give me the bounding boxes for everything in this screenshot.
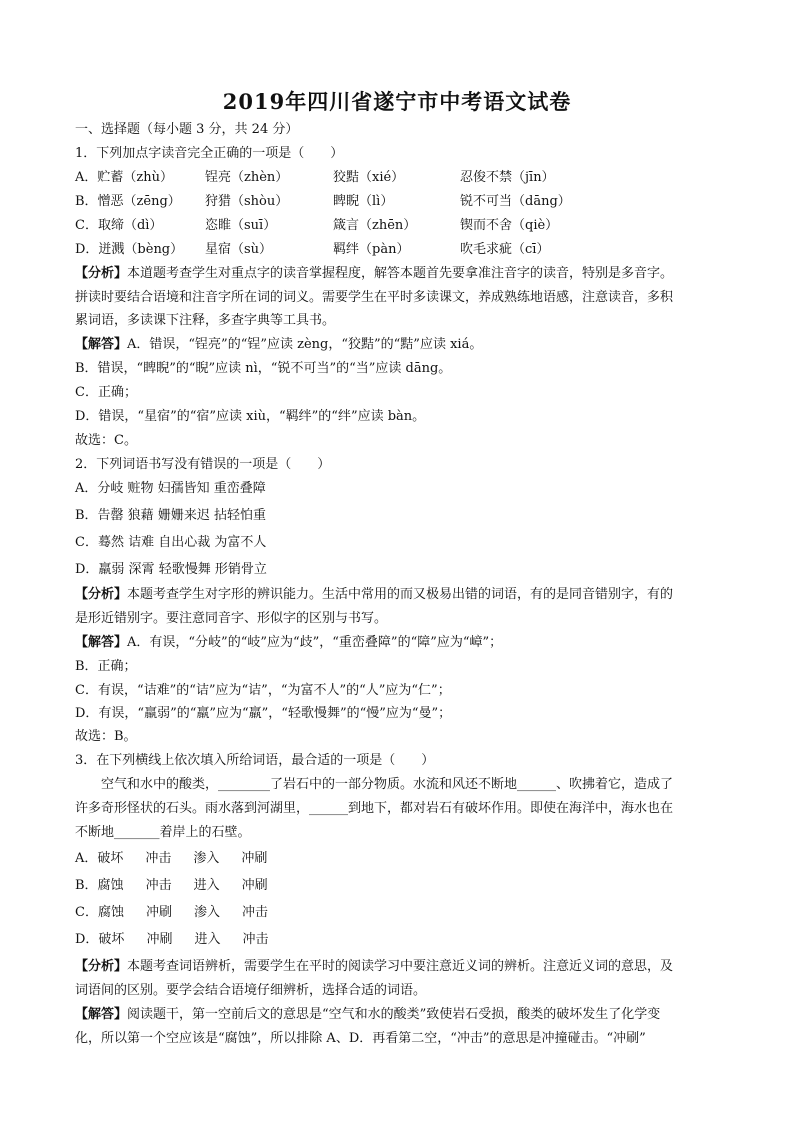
option-item: 进入 bbox=[194, 932, 221, 947]
answer-text: A．错误，“锃亮”的“锃”应读 zèng，“狡黠”的“黠”应读 xiá。 bbox=[127, 337, 483, 352]
analysis-tag: 【分析】 bbox=[75, 266, 128, 281]
q2-analysis-cont: 是形近错别字。要注意同音字、形似字的区别与书写。 bbox=[75, 611, 388, 626]
option-item: 箴言（zhēn） bbox=[333, 218, 417, 233]
q2-option-a: A．分岐 赃物 妇孺皆知 重峦叠障 bbox=[75, 481, 266, 496]
analysis-text: 本题考查词语辨析，需要学生在平时的阅读学习中要注意近义词的辨析。注意近义词的意思，及 bbox=[127, 959, 674, 974]
q3-option-d bbox=[75, 932, 725, 948]
option-item: C．取缔（dì） bbox=[75, 218, 163, 233]
q1-answer-b: B．错误，“睥睨”的“睨”应读 nì，“锐不可当”的“当”应读 dāng。 bbox=[75, 361, 452, 376]
q2-option-b: B．告罄 狼藉 姗姗来迟 拈轻怕重 bbox=[75, 508, 266, 523]
analysis-text: 本道题考查学生对重点字的读音掌握程度，解答本题首先要拿准注音字的读音，特别是多音字。 bbox=[127, 266, 674, 281]
option-item: 锃亮（zhèn） bbox=[205, 170, 289, 185]
q1-answer bbox=[75, 337, 725, 353]
q3-answer bbox=[75, 1007, 725, 1023]
option-item: A．贮蓄（zhù） bbox=[75, 170, 173, 185]
q3-option-a bbox=[75, 851, 725, 867]
q2-answer-d: D．有误，“羸弱”的“羸”应为“羸”，“轻歌慢舞”的“慢”应为“曼”； bbox=[75, 706, 452, 721]
section-heading: 一、选择题（每小题 3 分，共 24 分） bbox=[75, 122, 299, 137]
q1-choice: 故选：C。 bbox=[75, 433, 137, 448]
q3-option-b bbox=[75, 878, 725, 894]
q3-option-c bbox=[75, 905, 725, 921]
q2-answer-b: B．正确； bbox=[75, 659, 137, 674]
option-item: 冲击 bbox=[145, 878, 172, 893]
q1-analysis-cont: 拼读时要结合语境和注音字所在词的词义。需要学生在平时多读课文，养成熟练地语感，注意读音，多积 bbox=[75, 290, 674, 305]
option-item: 狩猎（shòu） bbox=[205, 194, 289, 209]
q3-passage-cont: 许多奇形怪状的石头。雨水落到河湖里，______到地下，都对岩石有破坏作用。即使在海洋中，海水也在 bbox=[75, 801, 674, 816]
q3-answer-cont: 化，所以第一个空应该是“腐蚀”，所以排除 A、D．再看第二空，“冲击”的意思是冲撞碰击。“冲刷” bbox=[75, 1031, 646, 1046]
answer-text: A．有误，“分岐”的“岐”应为“歧”，“重峦叠障”的“障”应为“嶂”； bbox=[127, 635, 503, 650]
option-item: 冲击 bbox=[241, 905, 268, 920]
option-item: 冲刷 bbox=[145, 905, 172, 920]
option-item: 渗入 bbox=[193, 905, 220, 920]
option-item: 忍俊不禁（jīn） bbox=[460, 170, 555, 185]
q3-analysis bbox=[75, 959, 725, 975]
q2-answer bbox=[75, 635, 725, 651]
option-item: D．破坏 bbox=[75, 932, 125, 947]
q2-analysis bbox=[75, 587, 725, 603]
option-item: A．破坏 bbox=[75, 851, 124, 866]
option-item: 冲击 bbox=[242, 932, 269, 947]
option-item: 睥睨（lì） bbox=[333, 194, 394, 209]
q2-option-c: C．蓦然 诘难 自出心裁 为富不人 bbox=[75, 535, 267, 550]
answer-text: 阅读题干，第一空前后文的意思是“空气和水的酸类”致使岩石受损，酸类的破坏发生了化学变 bbox=[127, 1007, 661, 1022]
q3-passage: 空气和水中的酸类，________了岩石中的一部分物质。水流和风还不断地______、吹拂着它，造成了 bbox=[101, 777, 674, 792]
q1-analysis bbox=[75, 266, 725, 282]
q2-stem: 2．下列词语书写没有错误的一项是（ ） bbox=[75, 457, 331, 472]
option-item: 恣睢（suī） bbox=[205, 218, 277, 233]
option-item: 冲刷 bbox=[146, 932, 173, 947]
q1-answer-d: D．错误，“星宿”的“宿”应读 xiù，“羁绊”的“绊”应读 bàn。 bbox=[75, 409, 426, 424]
analysis-tag: 【分析】 bbox=[75, 959, 128, 974]
option-item: D．迸溅（bèng） bbox=[75, 242, 184, 257]
analysis-text: 本题考查学生对字形的辨识能力。生活中常用的而又极易出错的词语，有的是同音错别字，有的 bbox=[127, 587, 674, 602]
option-item: 吹毛求疵（cī） bbox=[460, 242, 550, 257]
option-item: B．腐蚀 bbox=[75, 878, 124, 893]
option-item: 锲而不舍（qiè） bbox=[460, 218, 559, 233]
option-item: 星宿（sù） bbox=[205, 242, 273, 257]
answer-tag: 【解答】 bbox=[75, 337, 128, 352]
option-item: C．腐蚀 bbox=[75, 905, 124, 920]
analysis-tag: 【分析】 bbox=[75, 587, 128, 602]
option-item: 渗入 bbox=[193, 851, 220, 866]
answer-tag: 【解答】 bbox=[75, 635, 128, 650]
q1-answer-c: C．正确； bbox=[75, 385, 137, 400]
option-item: 羁绊（pàn） bbox=[333, 242, 410, 257]
q1-stem: 1．下列加点字读音完全正确的一项是（ ） bbox=[75, 146, 344, 161]
q2-option-d: D．羸弱 深霄 轻歌慢舞 形销骨立 bbox=[75, 562, 267, 577]
option-item: 进入 bbox=[193, 878, 220, 893]
q3-analysis-cont: 词语间的区别。要学会结合语境仔细辨析，选择合适的词语。 bbox=[75, 983, 427, 998]
q2-choice: 故选：B。 bbox=[75, 729, 137, 744]
option-item: 冲刷 bbox=[241, 878, 268, 893]
option-item: B．憎恶（zēng） bbox=[75, 194, 181, 209]
q2-answer-c: C．有误，“诘难”的“诘”应为“诘”，“为富不人”的“人”应为“仁”； bbox=[75, 683, 451, 698]
option-item: 冲刷 bbox=[241, 851, 268, 866]
answer-tag: 【解答】 bbox=[75, 1007, 128, 1022]
q1-analysis-cont: 累词语，多读课下注释，多查字典等工具书。 bbox=[75, 313, 336, 328]
page-title: 2019年四川省遂宁市中考语文试卷 bbox=[222, 89, 572, 114]
q3-passage-cont: 不断地_______着岸上的石壁。 bbox=[75, 825, 251, 840]
q3-stem: 3．在下列横线上依次填入所给词语，最合适的一项是（ ） bbox=[75, 753, 435, 768]
option-item: 锐不可当（dāng） bbox=[460, 194, 571, 209]
option-item: 狡黠（xié） bbox=[333, 170, 405, 185]
option-item: 冲击 bbox=[145, 851, 172, 866]
